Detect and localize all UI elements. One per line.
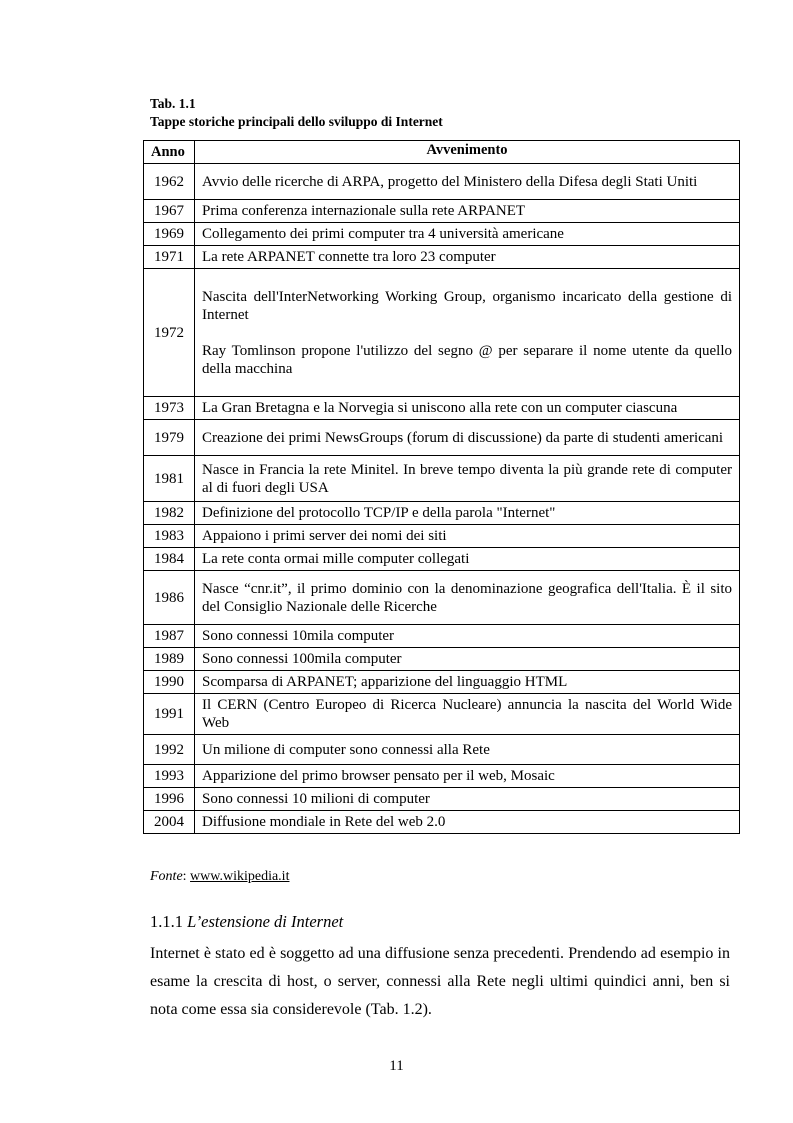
event-text: Scomparsa di ARPANET; apparizione del linguaggio HTML [202,674,568,690]
year-cell: 1996 [144,788,195,811]
table-header-row [144,141,740,164]
table-row [144,397,740,420]
event-text: Apparizione del primo browser pensato per il web, Mosaic [202,768,555,784]
event-text: Definizione del protocollo TCP/IP e della parola "Internet" [202,505,556,521]
event-text: Sono connessi 100mila computer [202,651,402,667]
event-text: Avvio delle ricerche di ARPA, progetto del Ministero della Difesa degli Stati Uniti [202,173,698,190]
table-row [144,502,740,525]
event-text: Un milione di computer sono connessi alla Rete [202,741,490,758]
table-row [144,200,740,223]
event-text: Creazione dei primi NewsGroups (forum di discussione) da parte di studenti americani [202,429,724,446]
event-cell [195,502,740,525]
year-cell: 1969 [144,223,195,246]
year-cell: 1973 [144,397,195,420]
event-cell [195,671,740,694]
year-cell: 1991 [144,694,195,735]
event-text: Diffusione mondiale in Rete del web 2.0 [202,814,446,830]
section-title: L’estensione di Internet [187,912,344,931]
event-text: Appaiono i primi server dei nomi dei siti [202,528,447,544]
event-cell [195,269,740,397]
source-separator: : [182,869,191,884]
table-row [144,223,740,246]
table-row [144,420,740,456]
event-text: La rete conta ormai mille computer collegati [202,551,470,567]
event-cell [195,420,740,456]
event-cell [195,397,740,420]
event-text: Ray Tomlinson propone l'utilizzo del segno @ per separare il nome utente da quello della macchina [202,342,732,377]
event-text: Nasce in Francia la rete Minitel. In breve tempo diventa la più grande rete di computer al di fuori degli USA [202,461,732,496]
event-cell [195,164,740,200]
source-link[interactable]: www.wikipedia.it [190,869,290,884]
year-column-header: Anno [144,141,195,164]
event-text: Collegamento dei primi computer tra 4 università americane [202,226,564,242]
year-cell: 1971 [144,246,195,269]
table-caption [150,95,443,131]
event-cell [195,625,740,648]
event-text: Sono connessi 10 milioni di computer [202,791,430,807]
table-row [144,788,740,811]
section-number: 1.1.1 [150,912,183,931]
section-paragraph: Internet è stato ed è soggetto ad una diffusione senza precedenti. Prendendo ad esempio in esame la crescita di host, o server, connessi alla Rete negli ultimi quindici anni, ben si nota come essa sia considerevole (Tab. 1.2). [150,945,730,1018]
history-table [143,140,740,834]
event-text: La rete ARPANET connette tra loro 23 computer [202,249,496,265]
event-text: Nascita dell'InterNetworking Working Group, organismo incaricato della gestione di Internet [202,288,732,323]
event-cell [195,200,740,223]
year-cell: 1981 [144,456,195,502]
table-body [144,164,740,834]
table-row [144,671,740,694]
section-heading [150,912,343,932]
table-row [144,548,740,571]
event-cell [195,246,740,269]
table-row [144,765,740,788]
year-cell: 2004 [144,811,195,834]
event-cell [195,735,740,765]
event-text: Prima conferenza internazionale sulla rete ARPANET [202,203,526,219]
event-column-header: Avvenimento [195,141,740,164]
year-cell: 1992 [144,735,195,765]
table-row [144,735,740,765]
event-cell [195,788,740,811]
table-title: Tappe storiche principali dello sviluppo di Internet [150,114,443,129]
table-row [144,648,740,671]
event-cell [195,548,740,571]
page-number: 11 [389,1058,404,1074]
year-cell: 1990 [144,671,195,694]
year-cell: 1972 [144,269,195,397]
event-text: Sono connessi 10mila computer [202,628,395,644]
table-row [144,571,740,625]
table-row [144,164,740,200]
table-row [144,246,740,269]
table-row [144,525,740,548]
event-cell [195,765,740,788]
year-cell: 1993 [144,765,195,788]
event-text: Nasce “cnr.it”, il primo dominio con la denominazione geografica dell'Italia. È il sito del Consiglio Nazionale delle Ricerche [202,580,732,615]
event-text: Il CERN (Centro Europeo di Ricerca Nucleare) annuncia la nascita del World Wide Web [202,697,732,731]
event-text: La Gran Bretagna e la Norvegia si uniscono alla rete con un computer ciascuna [202,400,678,416]
year-cell: 1987 [144,625,195,648]
table-row [144,694,740,735]
year-cell: 1989 [144,648,195,671]
event-cell [195,811,740,834]
year-cell: 1986 [144,571,195,625]
table-row [144,269,740,397]
event-cell [195,694,740,735]
source-label: Fonte [150,869,183,884]
year-cell: 1967 [144,200,195,223]
event-cell [195,525,740,548]
table-row [144,456,740,502]
event-cell [195,223,740,246]
event-cell [195,571,740,625]
year-cell: 1982 [144,502,195,525]
table-label: Tab. 1.1 [150,96,196,111]
year-cell: 1983 [144,525,195,548]
event-cell [195,456,740,502]
year-cell: 1984 [144,548,195,571]
year-cell: 1962 [144,164,195,200]
year-cell: 1979 [144,420,195,456]
table-row [144,811,740,834]
event-cell [195,648,740,671]
table-row [144,625,740,648]
table-source [150,869,289,885]
